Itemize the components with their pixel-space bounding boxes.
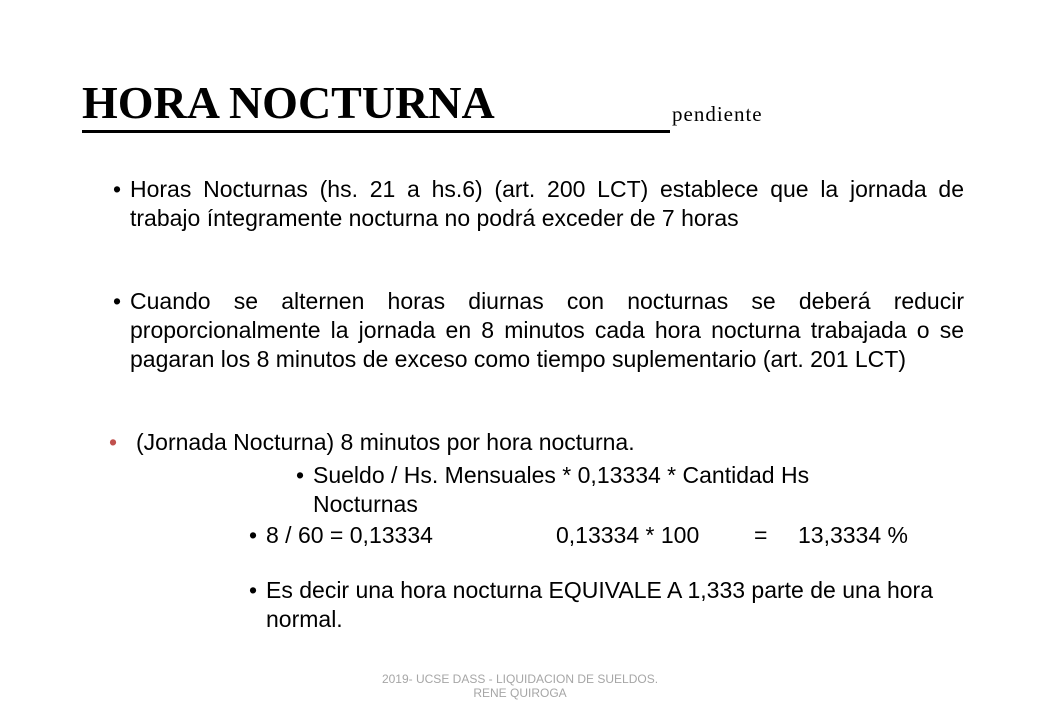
slide-title: HORA NOCTURNA: [82, 77, 495, 128]
formula-line-1: Sueldo / Hs. Mensuales * 0,13334 * Cantidad Hs: [313, 462, 810, 488]
slide-title-underline: [82, 78, 670, 133]
bullet-calculo: [249, 521, 946, 550]
footer-line-2: RENE QUIROGA: [473, 686, 567, 700]
calc-part-2: 0,13334 * 100: [556, 522, 700, 548]
calc-part-4: 13,3334 %: [798, 522, 908, 548]
slide-footer: [320, 672, 720, 700]
slide-subtitle: pendiente: [672, 102, 763, 126]
bullet-dot: •: [249, 522, 258, 548]
bullet-text: Es decir una hora nocturna EQUIVALE A 1,333 parte de una hora normal.: [266, 577, 934, 632]
calc-part-3: =: [754, 522, 768, 548]
bullet-formula: [296, 461, 913, 519]
bullet-dot: •: [296, 462, 305, 488]
formula-line-2: Nocturnas: [313, 491, 418, 517]
calc-part-1: 8 / 60 = 0,13334: [266, 522, 433, 548]
bullet-dot-accent: •: [109, 429, 118, 455]
bullet-horas-nocturnas: [113, 175, 964, 233]
bullet-equivalencia: [249, 576, 966, 634]
bullet-jornada-nocturna: [109, 428, 836, 457]
bullet-text: Cuando se alternen horas diurnas con nocturnas se deberá reducir proporcionalmente la jornada en 8 minutos cada hora nocturna trabajada o se pagaran los 8 minutos de exceso como tiempo suplementario (art. 201 LCT): [130, 288, 964, 372]
bullet-text: (Jornada Nocturna) 8 minutos por hora nocturna.: [136, 429, 635, 455]
footer-line-1: 2019- UCSE DASS - LIQUIDACION DE SUELDOS.: [381, 672, 659, 686]
bullet-text: Horas Nocturnas (hs. 21 a hs.6) (art. 200 LCT) establece que la jornada de trabajo íntegramente nocturna no podrá exceder de 7 horas: [130, 176, 964, 231]
bullet-dot: •: [249, 577, 258, 603]
bullet-dot: •: [113, 176, 122, 202]
bullet-alternancia: [113, 287, 964, 374]
bullet-dot: •: [113, 288, 122, 314]
